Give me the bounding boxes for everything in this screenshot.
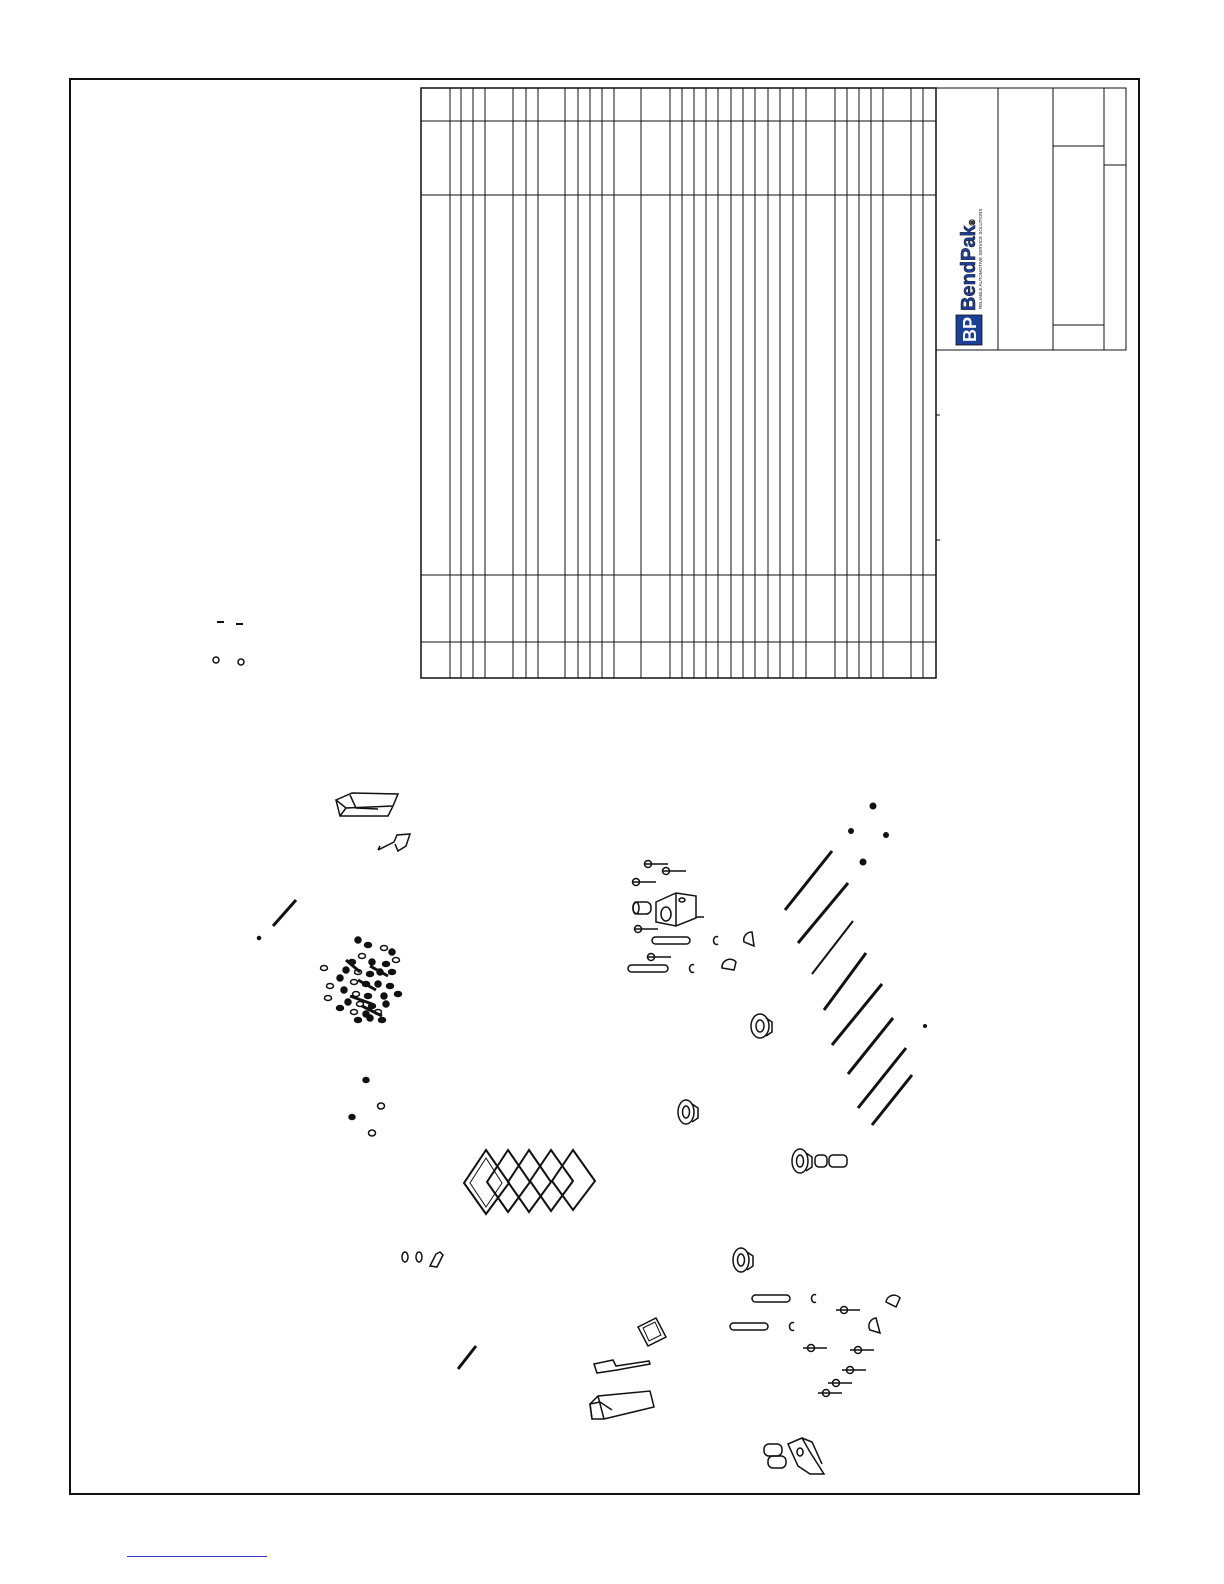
- sheave-4: [733, 1248, 753, 1272]
- hardware-nut: [369, 959, 375, 965]
- hardware-washer: [365, 994, 372, 999]
- bolt-set-upper: [632, 861, 686, 961]
- bolt-upper-2: [662, 868, 686, 875]
- angle-bracket-bottom-hole: [797, 1448, 803, 1456]
- snap-ring-lower-2: [790, 1322, 794, 1330]
- cam-lock-lower-2: [869, 1318, 880, 1333]
- hardware-nut: [381, 993, 387, 999]
- bolt-upper-1: [644, 861, 668, 868]
- bolt-lower-4: [842, 1367, 866, 1374]
- sheave-1: [751, 1014, 772, 1038]
- shaft-2: [798, 883, 848, 943]
- small-markers: [213, 622, 244, 665]
- pin-lower-1: [752, 1295, 790, 1302]
- hardware-nut: [383, 1001, 389, 1007]
- logo-registered: ®: [968, 219, 977, 226]
- pin-long-bottom: [458, 1346, 476, 1369]
- hardware-washer: [337, 1006, 344, 1011]
- angle-bracket-bottom: [788, 1438, 824, 1474]
- footer-link-underline[interactable]: [127, 1556, 267, 1557]
- bolt-upper-4: [634, 926, 658, 933]
- hardware-nut: [343, 967, 349, 973]
- cam-lock-upper-1: [744, 932, 754, 946]
- bolt-upper-3: [632, 879, 656, 886]
- marker-washer-1: [213, 657, 219, 663]
- bolt-lower-5: [828, 1380, 852, 1387]
- shaft-1: [785, 851, 832, 910]
- shaft-set: [785, 851, 912, 1125]
- hardware-cluster: [321, 937, 402, 1023]
- clip-1: [402, 1252, 408, 1262]
- angle-bracket-bottom-body: [788, 1438, 824, 1474]
- shaft-nut-5: [923, 1024, 927, 1028]
- sheave-3-hub: [797, 1155, 804, 1167]
- hardware-washer: [387, 984, 394, 989]
- hardware-washer: [367, 972, 374, 977]
- washer-d: [369, 1130, 376, 1136]
- bushing-upper-body: [633, 902, 651, 914]
- bushing-bottom-2: [768, 1456, 786, 1468]
- shaft-nut-3: [883, 832, 889, 838]
- clip-2: [416, 1252, 422, 1262]
- logo-name-part2: Pak: [958, 225, 980, 261]
- bolt-lower-2: [803, 1345, 827, 1352]
- sheave-1-hub: [756, 1020, 764, 1032]
- clip-3: [430, 1252, 443, 1267]
- sheave-4-hub: [738, 1254, 745, 1266]
- hardware-washer: [389, 970, 396, 975]
- sheave-3-rim: [792, 1149, 808, 1173]
- bushing-set-bottom: [764, 1444, 786, 1468]
- bolt-lower-1: [836, 1307, 860, 1314]
- shaft-nut-4: [860, 859, 867, 866]
- washer-b: [378, 1103, 385, 1109]
- sheave-4-rim: [733, 1248, 749, 1272]
- cam-lock-lower-1: [886, 1295, 900, 1307]
- parts-table: [421, 88, 936, 678]
- table-column-lines: [450, 88, 923, 678]
- bolt-lower-3: [850, 1347, 874, 1354]
- bushing-upper-end: [633, 902, 639, 914]
- sheave-2: [678, 1100, 698, 1124]
- cover-bracket-bottom-body: [590, 1391, 654, 1419]
- snap-ring-upper-2: [690, 965, 694, 973]
- mount-block: [656, 893, 704, 926]
- hardware-washer: [325, 996, 332, 1001]
- hardware-nut: [341, 987, 347, 993]
- hardware-washer: [381, 946, 388, 951]
- snap-ring-lower-1: [812, 1295, 816, 1303]
- shaft-6: [848, 1018, 893, 1074]
- bushing-bottom-1: [764, 1444, 782, 1456]
- washer-c: [349, 1115, 355, 1120]
- hardware-nut: [355, 937, 361, 943]
- pin-dot-left: [258, 937, 261, 940]
- sheave-3-bushing-2: [829, 1155, 847, 1167]
- hardware-washer: [327, 984, 334, 989]
- shaft-4: [824, 953, 866, 1010]
- lever-arm-top: [378, 834, 410, 851]
- hardware-washer: [395, 992, 402, 997]
- cover-bracket-top-body: [336, 793, 398, 816]
- sheave-3: [792, 1149, 847, 1173]
- mount-block-hole-1: [661, 907, 671, 921]
- snap-ring-upper-1: [714, 937, 718, 945]
- hardware-washer: [365, 943, 372, 948]
- cover-bracket-bottom: [590, 1391, 654, 1419]
- washer-a: [363, 1078, 369, 1083]
- pin-set-upper: [628, 937, 718, 973]
- hardware-washer: [355, 1018, 362, 1023]
- washer-group: [349, 1078, 385, 1137]
- hardware-washer: [383, 962, 390, 967]
- cam-lock-upper-2: [722, 959, 736, 970]
- hardware-washer: [351, 1010, 358, 1015]
- bolt-set-lower: [803, 1307, 874, 1397]
- hardware-nut: [337, 975, 343, 981]
- bolt-upper-5: [647, 954, 671, 961]
- marker-washer-2: [238, 659, 244, 665]
- bendpak-logo: [956, 209, 983, 345]
- hardware-washer: [359, 954, 366, 959]
- cover-plate-small-body: [638, 1318, 666, 1346]
- hardware-nut: [389, 949, 395, 955]
- lever-arm-bottom: [594, 1360, 650, 1373]
- title-block: [936, 88, 1126, 540]
- hardware-nut: [367, 1015, 373, 1021]
- bolt-lower-6: [818, 1390, 842, 1397]
- hardware-washer: [321, 966, 328, 971]
- bushing-upper: [633, 902, 651, 914]
- sheave-2-hub: [683, 1106, 690, 1118]
- shaft-nuts: [848, 803, 927, 1029]
- sheave-3-bushing-1: [815, 1155, 827, 1167]
- hardware-nut: [375, 981, 381, 987]
- shaft-nut-1: [870, 803, 877, 810]
- logo-tagline: RELIABLE AUTOMOTIVE SERVICE SOLUTIONS: [978, 208, 983, 309]
- shaft-7: [858, 1048, 906, 1108]
- shaft-5: [832, 984, 882, 1045]
- lift-pads: [464, 1150, 595, 1214]
- pin-lower-2: [730, 1323, 768, 1330]
- logo-mark: BP: [960, 316, 980, 342]
- pin-long-left: [273, 900, 296, 926]
- pin-upper-2: [628, 965, 668, 972]
- logo-name-part1: Bend: [958, 261, 980, 311]
- hardware-washer: [393, 958, 400, 963]
- pin-set-lower: [730, 1295, 816, 1331]
- sheave-2-rim: [678, 1100, 694, 1124]
- clip-set: [402, 1252, 443, 1267]
- pin-upper-1: [652, 937, 690, 944]
- shaft-3: [812, 921, 853, 974]
- hardware-washer: [351, 980, 358, 985]
- shaft-nut-2: [848, 828, 854, 834]
- hardware-nut: [345, 999, 351, 1005]
- cover-bracket-top: [336, 793, 398, 816]
- cover-plate-small: [638, 1318, 666, 1346]
- hardware-washer: [379, 1018, 386, 1023]
- exploded-view: [258, 793, 928, 1474]
- mount-block-hole-2: [679, 898, 685, 902]
- cover-plate-small-inner: [643, 1322, 661, 1341]
- logo-name: [958, 219, 980, 311]
